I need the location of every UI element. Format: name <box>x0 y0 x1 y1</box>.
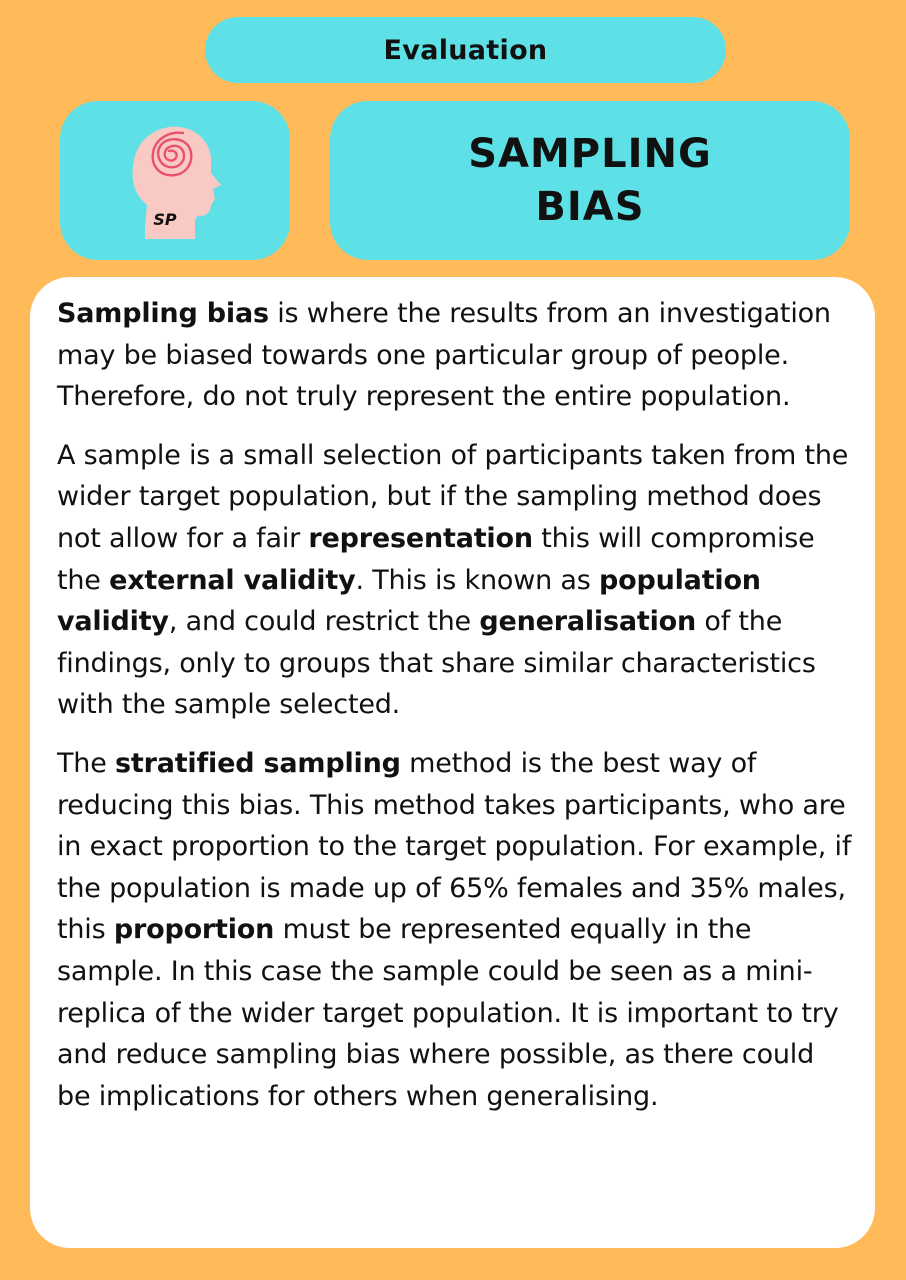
definition-text: is where the results from an investigation may be biased towards one particular group of people. Therefore, do not truly represent the entire population. <box>57 298 831 413</box>
term-proportion: proportion <box>113 914 275 946</box>
text-segment: this will compromise the <box>57 522 815 596</box>
text-segment: , and could restrict the <box>168 606 480 638</box>
text-segment: The <box>57 747 115 779</box>
text-segment: A sample is a small selection of participants taken from the wider target population, but if the sampling method does not allow for a fair <box>57 439 849 554</box>
section-label: Evaluation <box>383 34 548 66</box>
page-title-line2: BIAS <box>535 183 645 230</box>
paragraph-sample <box>57 435 853 726</box>
head-spiral-icon <box>125 121 225 241</box>
text-segment: . This is known as <box>355 564 599 596</box>
term-external-validity: external validity <box>109 564 356 596</box>
term-stratified-sampling: stratified sampling <box>115 747 401 779</box>
term-population-validity: population validity <box>57 564 761 638</box>
paragraph-definition <box>57 293 853 418</box>
logo-panel <box>60 101 290 260</box>
logo-initials: SP <box>153 209 177 229</box>
text-segment: method is the best way of reducing this bias. This method takes participants, who are in exact proportion to the target population. For example, if the population is made up of 65% females and 35% males, this <box>57 747 852 946</box>
title-panel <box>330 101 850 260</box>
paragraph-stratified <box>57 743 853 1117</box>
term-sampling-bias: Sampling bias <box>57 298 269 329</box>
term-generalisation: generalisation <box>479 606 697 638</box>
page-title-line1: SAMPLING <box>468 130 712 177</box>
text-segment: of the findings, only to groups that share similar characteristics with the sample selected. <box>57 606 816 721</box>
content-card <box>30 277 875 1248</box>
term-representation: representation <box>308 522 533 554</box>
text-segment: must be represented equally in the sample. In this case the sample could be seen as a mini-replica of the wider target population. It is important to try and reduce sampling bias where possible, as there could be implications for others when generalising. <box>57 914 839 1112</box>
section-label-pill <box>205 17 726 83</box>
